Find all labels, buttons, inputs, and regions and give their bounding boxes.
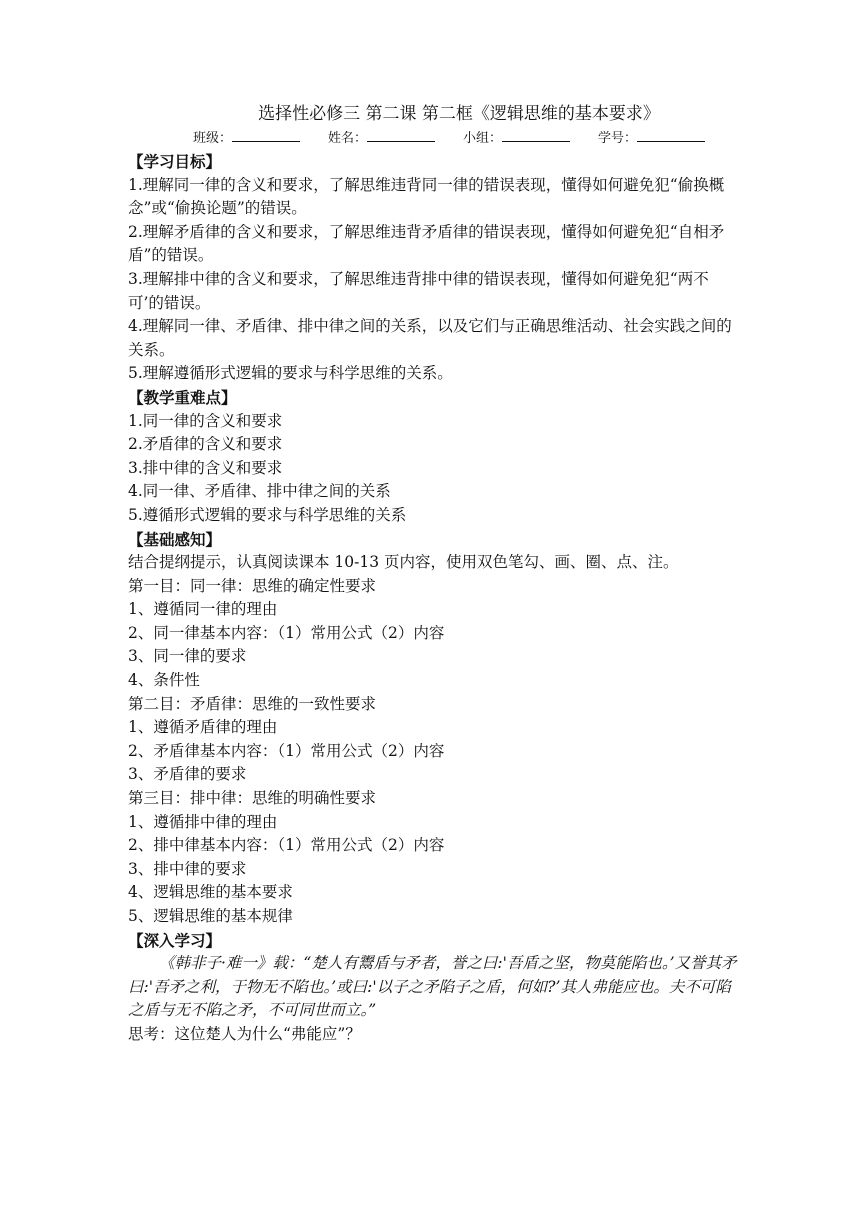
document-title: 选择性必修三 第二课 第二框《逻辑思维的基本要求》: [258, 104, 660, 124]
outline-line: 1、遵循同一律的理由: [128, 600, 278, 619]
outline-line: 4、逻辑思维的基本要求: [128, 883, 293, 902]
outline-line: 3、矛盾律的要求: [128, 765, 247, 784]
outline-line: 2、排中律基本内容：（1）常用公式（2）内容: [128, 836, 445, 855]
name-label: 姓名：: [327, 131, 367, 146]
outline-line: 第一目：同一律：思维的确定性要求: [128, 576, 377, 595]
goal-item: 2.理解矛盾律的含义和要求，了解思维违背矛盾律的错误表现，懂得如何避免犯“自相矛盾”的错误。: [128, 222, 725, 265]
goal-item: 1.理解同一律的含义和要求，了解思维违背同一律的错误表现，懂得如何避免犯“偷换概念”或“偷换论题”的错误。: [128, 175, 725, 218]
basics-intro: 结合提纲提示，认真阅读课本 10-13 页内容，使用双色笔勾、画、圈、点、注。: [128, 553, 679, 572]
name-blank[interactable]: [367, 129, 435, 142]
name-field: [328, 128, 435, 150]
key-point-item: 1.同一律的含义和要求: [128, 411, 283, 430]
goal-item: 4.理解同一律、矛盾律、排中律之间的关系，以及它们与正确思维活动、社会实践之间的关系。: [128, 317, 732, 359]
key-point-item: 4.同一律、矛盾律、排中律之间的关系: [128, 482, 391, 501]
outline-line: 5、逻辑思维的基本规律: [128, 907, 293, 925]
document-content: [128, 100, 740, 1047]
class-blank[interactable]: [232, 129, 300, 142]
outline-line: 2、同一律基本内容：（1）常用公式（2）内容: [128, 623, 445, 642]
student-info-row: [128, 128, 740, 150]
number-blank[interactable]: [637, 129, 705, 142]
group-blank[interactable]: [502, 129, 570, 142]
key-point-item: 3.排中律的含义和要求: [128, 458, 283, 477]
outline-line: 第三目：排中律：思维的明确性要求: [128, 789, 377, 808]
number-field: [598, 128, 705, 150]
outline-line: 1、遵循排中律的理由: [128, 812, 278, 831]
goals-heading: 【学习目标】: [128, 152, 222, 171]
basics-heading: 【基础感知】: [128, 529, 222, 549]
key-point-item: 5.遵循形式逻辑的要求与科学思维的关系: [128, 505, 407, 524]
hanfeizi-quote: 《韩非子·难一》载：“楚人有鬻盾与矛者，誉之曰:'吾盾之坚，物莫能陷也。’又誉其矛曰:'吾矛之利，于物无不陷也。’或曰:'以子之矛陷子之盾，何如?’其人弗能应也。夫不可陷之盾与无不陷之矛，不可同世而立。”: [128, 954, 737, 1020]
class-field: [193, 128, 300, 150]
key-points-heading: 【教学重难点】: [128, 387, 237, 407]
group-label: 小组：: [463, 131, 503, 146]
goal-item: 5.理解遵循形式逻辑的要求与科学思维的关系。: [128, 364, 453, 383]
outline-line: 1、遵循矛盾律的理由: [128, 718, 278, 737]
number-label: 学号：: [598, 131, 638, 146]
thinking-question: 思考：这位楚人为什么“弗能应”？: [128, 1024, 361, 1043]
goal-item: 3.理解排中律的含义和要求，了解思维违背排中律的错误表现，懂得如何避免犯“两不可’的错误。: [128, 269, 709, 312]
group-field: [463, 128, 570, 150]
deep-study-heading: 【深入学习】: [128, 930, 222, 950]
outline-line: 4、条件性: [128, 671, 200, 690]
key-point-item: 2.矛盾律的含义和要求: [128, 435, 283, 454]
outline-line: 3、排中律的要求: [128, 859, 247, 878]
class-label: 班级：: [192, 131, 232, 146]
outline-line: 第二目：矛盾律：思维的一致性要求: [128, 694, 377, 713]
outline-line: 3、同一律的要求: [128, 647, 247, 666]
outline-line: 2、矛盾律基本内容：（1）常用公式（2）内容: [128, 741, 445, 760]
